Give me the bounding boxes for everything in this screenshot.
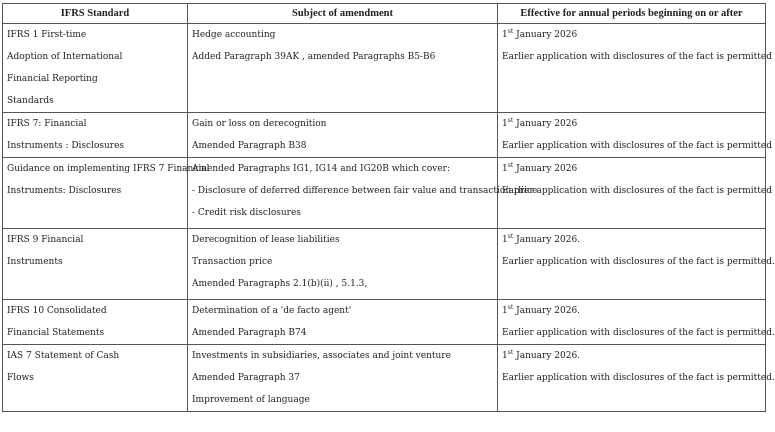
effective-month-year: January 2026.	[513, 351, 581, 361]
effective-cell	[498, 345, 775, 412]
effective-ordinal: st	[507, 117, 514, 124]
effective-note: Earlier application with disclosures of the fact is permitted.	[502, 328, 775, 338]
header-subject-of-amendment: Subject of amendment	[188, 4, 498, 24]
subject-line: Amended Paragraph 37	[192, 373, 300, 383]
standard-line: Financial Statements	[7, 328, 105, 338]
standard-line: Standards	[7, 96, 54, 106]
effective-note: Earlier application with disclosures of the fact is permitted	[502, 186, 772, 196]
subject-line: - Credit risk disclosures	[192, 208, 301, 218]
table-row	[3, 158, 766, 229]
standard-line: Financial Reporting	[7, 74, 98, 84]
effective-cell	[498, 158, 772, 229]
effective-cell	[498, 300, 775, 345]
subject-line: - Disclosure of deferred difference between fair value and transaction price	[192, 186, 538, 196]
effective-note: Earlier application with disclosures of the fact is permitted.	[502, 257, 775, 267]
table-row	[3, 24, 766, 113]
effective-ordinal: st	[507, 304, 514, 311]
effective-cell	[498, 113, 772, 158]
header-row	[3, 4, 766, 24]
subject-line: Investments in subsidiaries, associates and joint venture	[192, 351, 451, 361]
effective-ordinal: st	[507, 233, 514, 240]
effective-note: Earlier application with disclosures of the fact is permitted	[502, 141, 772, 151]
subject-cell	[188, 24, 498, 113]
subject-line: Determination of a 'de facto agent'	[192, 306, 352, 316]
effective-month-year: January 2026.	[513, 235, 581, 245]
subject-line: Improvement of language	[192, 395, 310, 405]
effective-date	[502, 300, 761, 322]
effective-day: 1	[502, 306, 508, 316]
effective-month-year: January 2026	[513, 119, 578, 129]
effective-date	[502, 158, 761, 180]
standard-line: IFRS 10 Consolidated	[7, 306, 107, 316]
effective-note: Earlier application with disclosures of the fact is permitted.	[502, 373, 775, 383]
standard-cell	[3, 229, 188, 300]
effective-month-year: January 2026.	[513, 306, 581, 316]
subject-line: Added Paragraph 39AK , amended Paragraphs B5-B6	[192, 52, 436, 62]
amendments-table	[2, 3, 775, 412]
effective-ordinal: st	[507, 28, 514, 35]
standard-line: IFRS 9 Financial	[7, 235, 84, 245]
subject-line: Amended Paragraph B38	[192, 141, 307, 151]
subject-line: Derecognition of lease liabilities	[192, 235, 340, 245]
standard-cell	[3, 345, 188, 412]
standard-line: Guidance on implementing IFRS 7 Financial	[7, 164, 210, 174]
subject-cell	[188, 229, 498, 300]
effective-ordinal: st	[507, 162, 514, 169]
standard-line: Instruments	[7, 257, 63, 267]
table-row	[3, 229, 766, 300]
subject-line: Amended Paragraph B74	[192, 328, 307, 338]
standard-line: IFRS 7: Financial	[7, 119, 87, 129]
subject-line: Gain or loss on derecognition	[192, 119, 327, 129]
standard-cell	[3, 24, 188, 113]
effective-date	[502, 113, 761, 135]
header-effective-date: Effective for annual periods beginning on or after	[498, 4, 766, 24]
standard-line: Adoption of International	[7, 52, 123, 62]
table-row	[3, 113, 766, 158]
effective-day: 1	[502, 30, 508, 40]
standard-line: Flows	[7, 373, 34, 383]
effective-date	[502, 229, 761, 251]
header-ifrs-standard: IFRS Standard	[3, 4, 188, 24]
subject-line: Amended Paragraphs 2.1(b)(ii) , 5.1.3,	[192, 279, 368, 289]
effective-month-year: January 2026	[513, 30, 578, 40]
effective-month-year: January 2026	[513, 164, 578, 174]
effective-day: 1	[502, 351, 508, 361]
table-row	[3, 345, 766, 412]
subject-cell	[188, 345, 498, 412]
effective-date	[502, 24, 761, 46]
standard-line: IFRS 1 First-time	[7, 30, 87, 40]
effective-note: Earlier application with disclosures of the fact is permitted	[502, 52, 772, 62]
effective-date	[502, 345, 761, 367]
effective-day: 1	[502, 119, 508, 129]
effective-day: 1	[502, 164, 508, 174]
standard-line: Instruments : Disclosures	[7, 141, 125, 151]
standard-line: IAS 7 Statement of Cash	[7, 351, 120, 361]
effective-cell	[498, 24, 772, 113]
standard-line: Instruments: Disclosures	[7, 186, 122, 196]
subject-line: Amended Paragraphs IG1, IG14 and IG20B which cover:	[192, 164, 451, 174]
subject-cell	[188, 300, 498, 345]
table-row	[3, 300, 766, 345]
standard-cell	[3, 113, 188, 158]
effective-day: 1	[502, 235, 508, 245]
subject-line: Hedge accounting	[192, 30, 276, 40]
standard-cell	[3, 300, 188, 345]
standard-cell	[3, 158, 210, 229]
subject-cell	[188, 113, 498, 158]
effective-cell	[498, 229, 775, 300]
subject-line: Transaction price	[192, 257, 273, 267]
effective-ordinal: st	[507, 349, 514, 356]
